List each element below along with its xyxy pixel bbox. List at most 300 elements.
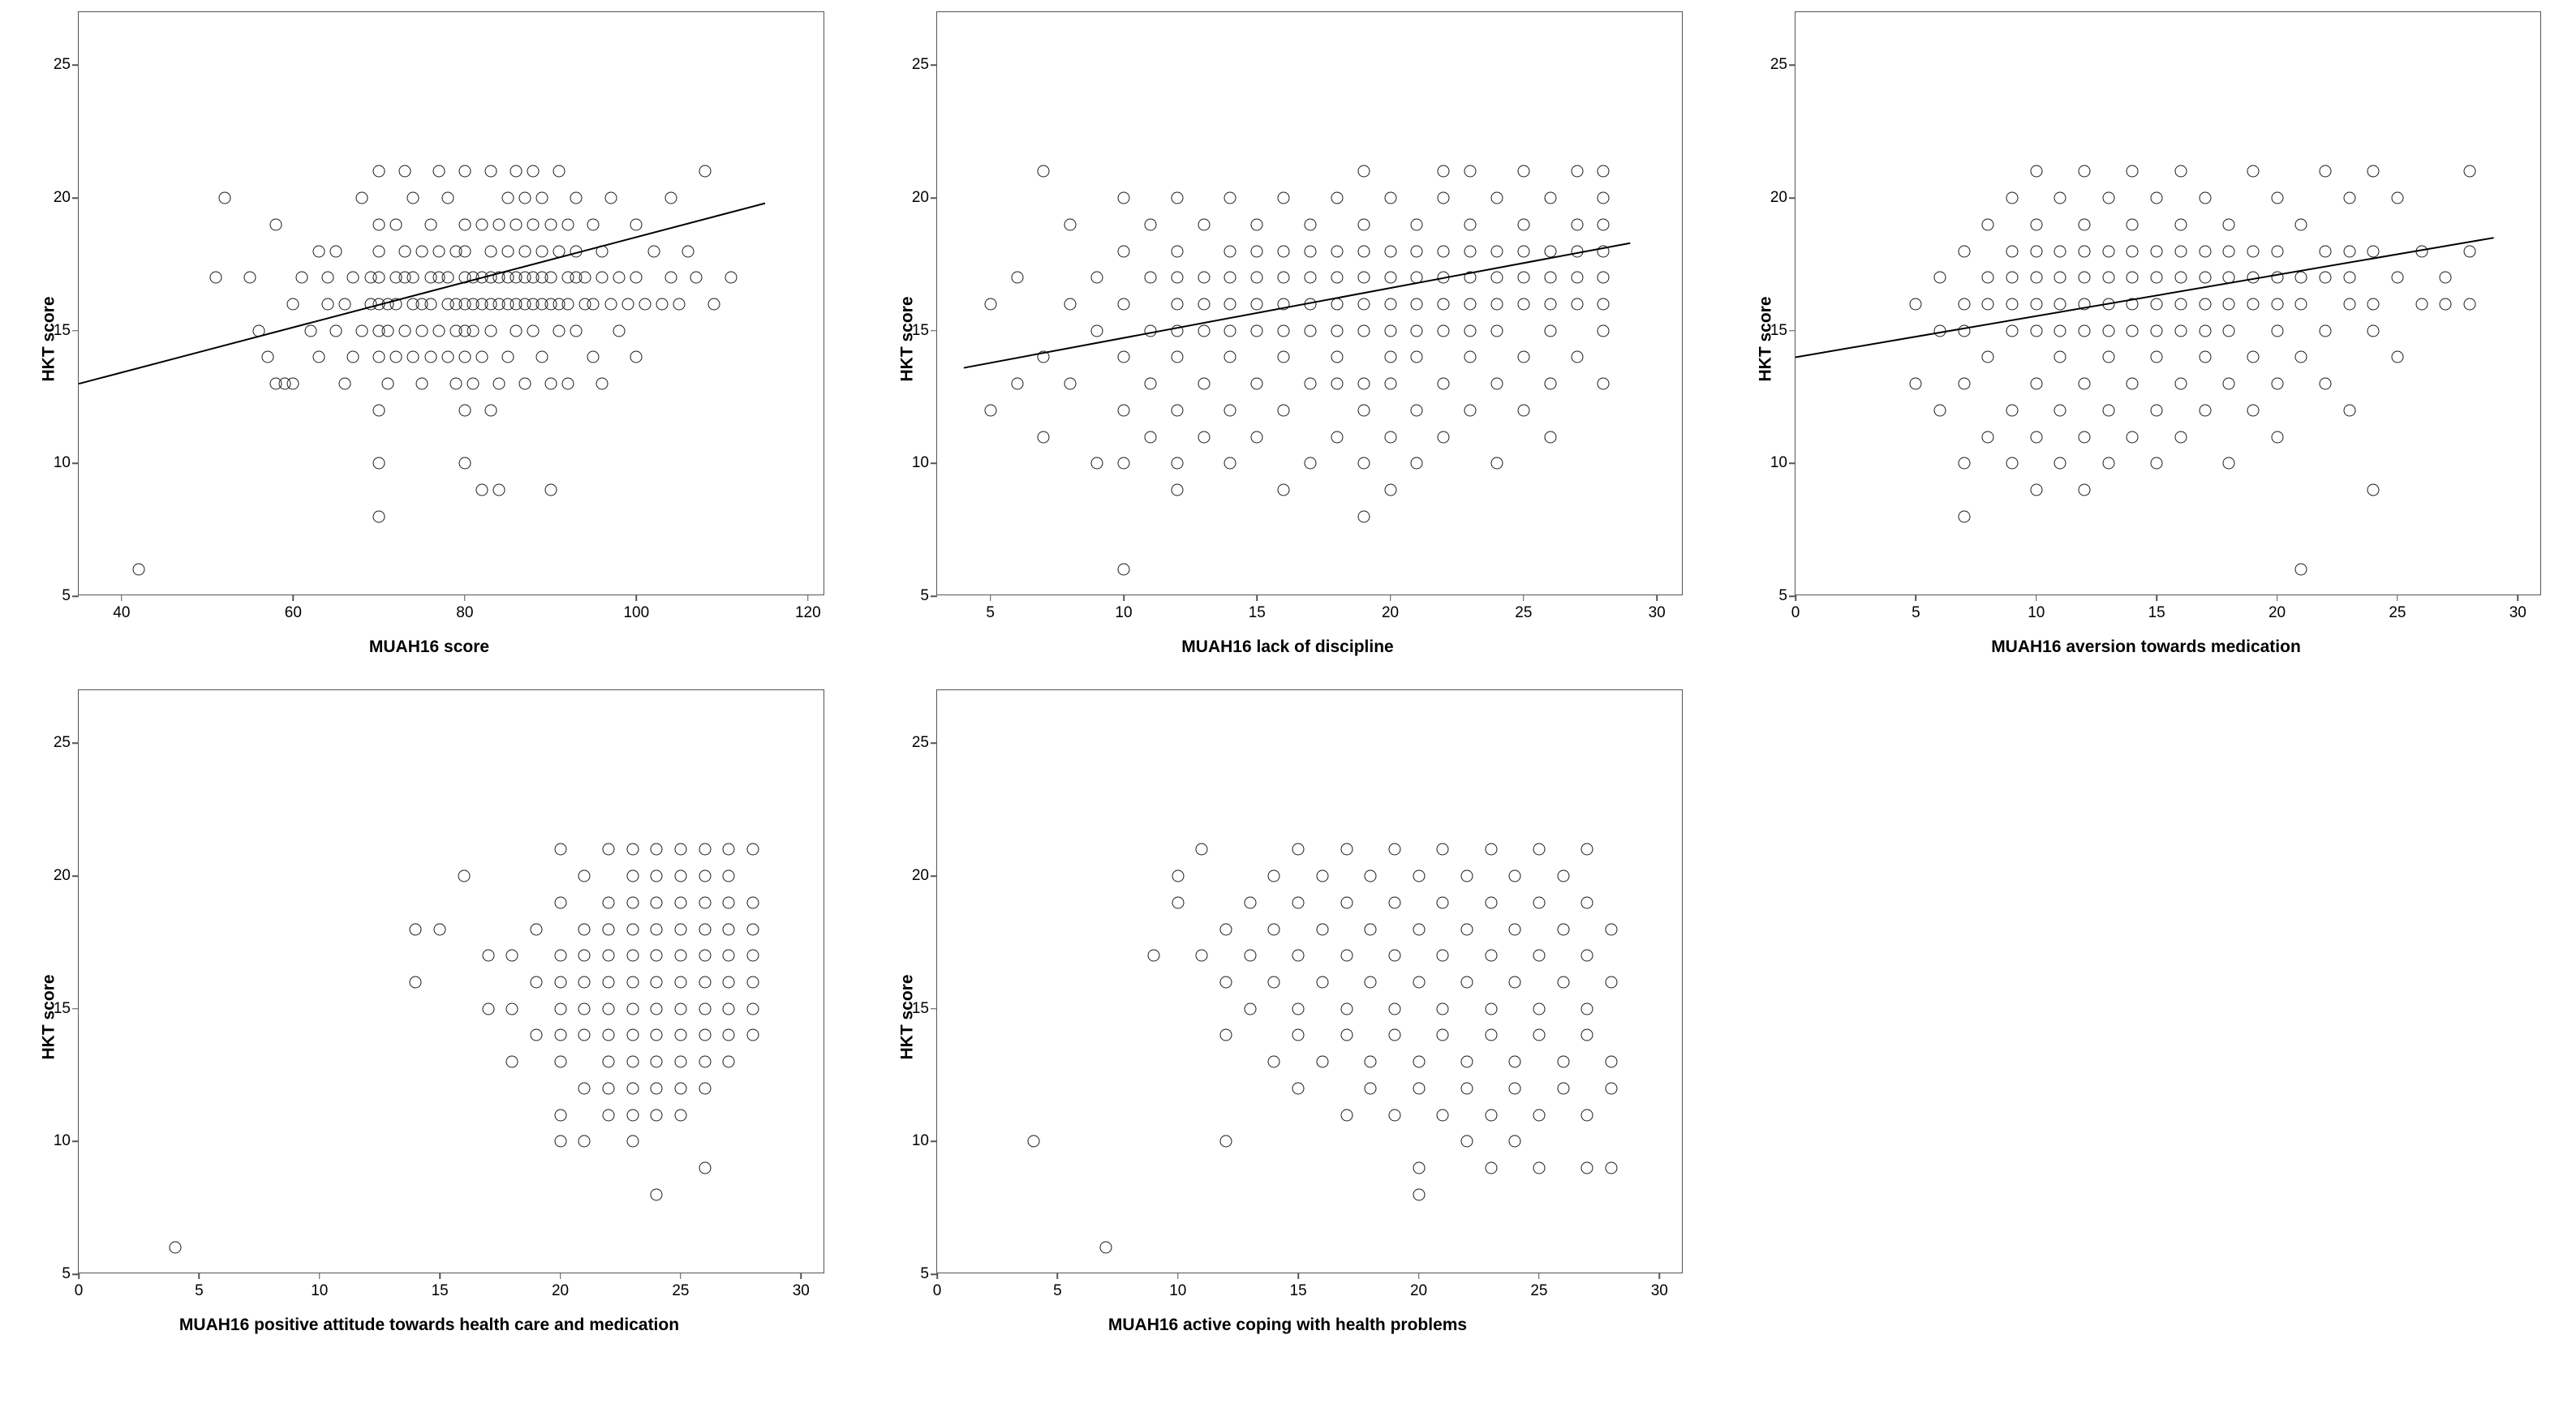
y-tick-label: 25 (1770, 56, 1787, 74)
x-tick-label: 60 (284, 604, 302, 621)
data-point (699, 1056, 711, 1068)
x-tick-label: 0 (1791, 604, 1800, 621)
data-point (699, 1002, 711, 1015)
scatter-panel-5 (858, 678, 1717, 1356)
x-tick-mark (1177, 1273, 1179, 1279)
data-point (1437, 1002, 1449, 1015)
data-point (674, 977, 686, 989)
y-tick-label: 5 (920, 587, 929, 604)
data-point (1460, 923, 1473, 935)
data-point (1413, 870, 1425, 882)
x-axis-label: MUAH16 aversion towards medication (1991, 637, 2301, 656)
data-point (674, 844, 686, 856)
y-tick-label: 5 (62, 1265, 71, 1282)
x-tick-label: 10 (1169, 1282, 1187, 1299)
data-point (1365, 1056, 1377, 1068)
data-point (1533, 950, 1545, 962)
x-tick-label: 20 (551, 1282, 570, 1299)
y-tick-label: 15 (911, 321, 929, 339)
data-point (1292, 1002, 1305, 1015)
data-point (1220, 1135, 1232, 1148)
data-point (1509, 870, 1521, 882)
data-point (651, 844, 663, 856)
data-point (1557, 870, 1569, 882)
data-point (1460, 977, 1473, 989)
y-tick-mark (1789, 197, 1795, 199)
data-point (602, 977, 614, 989)
data-point (1268, 1056, 1280, 1068)
data-point (746, 950, 759, 962)
data-point (626, 923, 639, 935)
data-point (651, 1002, 663, 1015)
data-point (1557, 977, 1569, 989)
scatter-panel-1 (0, 0, 858, 678)
y-tick-mark (1789, 65, 1795, 67)
data-point (1509, 923, 1521, 935)
data-point (674, 923, 686, 935)
data-point (1557, 1082, 1569, 1094)
y-tick-label: 25 (53, 56, 71, 74)
x-tick-mark (1656, 595, 1658, 601)
y-tick-mark (931, 743, 937, 745)
plot-area (53, 689, 824, 1299)
data-point (651, 1082, 663, 1094)
data-point (578, 950, 591, 962)
y-tick-label: 15 (1770, 321, 1787, 339)
y-tick-mark (931, 1141, 937, 1143)
data-point (1196, 950, 1208, 962)
data-point (1509, 1135, 1521, 1148)
data-point (169, 1242, 181, 1254)
data-point (554, 1029, 566, 1041)
y-tick-label: 10 (911, 454, 929, 472)
x-axis-label: MUAH16 score (368, 637, 490, 656)
y-tick-label: 20 (911, 867, 929, 885)
data-point (602, 1056, 614, 1068)
data-point (746, 1029, 759, 1041)
data-point (723, 896, 735, 908)
x-tick-label: 25 (1530, 1282, 1548, 1299)
data-point (1340, 1109, 1353, 1121)
data-point (723, 977, 735, 989)
data-point (626, 1056, 639, 1068)
data-point (1388, 896, 1400, 908)
data-point (1533, 1162, 1545, 1174)
data-point (1413, 923, 1425, 935)
data-point (1340, 844, 1353, 856)
data-point (1099, 1242, 1112, 1254)
data-point (1365, 977, 1377, 989)
data-point (1557, 1056, 1569, 1068)
plot-area (911, 11, 1683, 621)
x-tick-mark (1659, 1273, 1661, 1279)
data-point (674, 896, 686, 908)
y-tick-mark (931, 463, 937, 465)
y-tick-label: 20 (1770, 189, 1787, 207)
data-point (626, 844, 639, 856)
y-axis-label: HKT score (1756, 296, 1775, 382)
data-point (1316, 1056, 1328, 1068)
data-point (554, 1002, 566, 1015)
y-tick-label: 15 (53, 999, 71, 1017)
x-tick-mark (439, 1273, 441, 1279)
data-point (1581, 950, 1593, 962)
x-tick-label: 15 (1248, 604, 1266, 621)
data-point (626, 1109, 639, 1121)
data-point (1316, 870, 1328, 882)
scatter-panel-4 (0, 678, 858, 1356)
data-point (626, 950, 639, 962)
y-tick-mark (72, 463, 79, 465)
y-tick-mark (931, 330, 937, 332)
x-tick-label: 25 (1515, 604, 1533, 621)
x-tick-label: 5 (1912, 604, 1920, 621)
data-point (1316, 977, 1328, 989)
y-tick-label: 25 (911, 56, 929, 74)
data-point (1220, 977, 1232, 989)
x-tick-mark (1057, 1273, 1059, 1279)
data-point (1244, 1002, 1256, 1015)
data-point (1437, 844, 1449, 856)
data-point (554, 1056, 566, 1068)
data-point (1460, 1135, 1473, 1148)
y-tick-mark (1789, 330, 1795, 332)
data-point (699, 896, 711, 908)
data-point (578, 1135, 591, 1148)
data-point (1413, 1162, 1425, 1174)
data-point (1533, 896, 1545, 908)
data-point (1388, 1109, 1400, 1121)
data-point (626, 870, 639, 882)
data-point (674, 1002, 686, 1015)
x-tick-label: 20 (1381, 604, 1400, 621)
data-point (1340, 1002, 1353, 1015)
x-tick-mark (680, 1273, 682, 1279)
data-point (626, 1135, 639, 1148)
x-tick-mark (2277, 595, 2278, 601)
data-point (1533, 1109, 1545, 1121)
data-point (1292, 950, 1305, 962)
data-point (1509, 1056, 1521, 1068)
x-tick-mark (1538, 1273, 1540, 1279)
x-tick-mark (2156, 595, 2157, 601)
data-point (1437, 896, 1449, 908)
y-tick-mark (72, 197, 79, 199)
data-point (699, 844, 711, 856)
data-point (626, 1082, 639, 1094)
data-point (699, 950, 711, 962)
data-point (1172, 896, 1184, 908)
y-tick-label: 5 (1778, 587, 1787, 604)
data-point (674, 1082, 686, 1094)
x-tick-mark (801, 1273, 802, 1279)
data-point (1268, 870, 1280, 882)
data-point (723, 923, 735, 935)
data-point (674, 1109, 686, 1121)
data-point (1605, 923, 1617, 935)
y-tick-label: 15 (53, 321, 71, 339)
x-tick-mark (1390, 595, 1391, 601)
data-point (554, 1135, 566, 1148)
y-tick-mark (72, 330, 79, 332)
x-tick-label: 5 (1053, 1282, 1062, 1299)
data-point (602, 896, 614, 908)
data-point (506, 1002, 518, 1015)
x-tick-mark (2518, 595, 2519, 601)
data-point (651, 1056, 663, 1068)
data-point (554, 950, 566, 962)
x-tick-label: 120 (794, 604, 821, 621)
data-point (1460, 1056, 1473, 1068)
data-point (746, 844, 759, 856)
y-tick-label: 10 (53, 1132, 71, 1150)
trend-line (79, 12, 824, 595)
data-point (674, 950, 686, 962)
data-point (1557, 923, 1569, 935)
data-point (1485, 1002, 1497, 1015)
y-tick-mark (931, 595, 937, 597)
y-axis-label: HKT score (39, 296, 58, 382)
x-tick-label: 15 (431, 1282, 449, 1299)
x-tick-mark (1916, 595, 1917, 601)
data-point (602, 1002, 614, 1015)
data-point (699, 977, 711, 989)
data-point (651, 923, 663, 935)
data-point (602, 950, 614, 962)
x-tick-mark (807, 595, 809, 601)
data-point (651, 1188, 663, 1200)
data-point (1172, 870, 1184, 882)
data-point (723, 1029, 735, 1041)
data-point (674, 1056, 686, 1068)
data-point (723, 950, 735, 962)
data-point (1292, 1029, 1305, 1041)
x-tick-label: 5 (195, 1282, 204, 1299)
x-tick-label: 20 (2268, 604, 2286, 621)
data-point (482, 950, 494, 962)
data-point (626, 896, 639, 908)
data-point (1388, 844, 1400, 856)
data-point (1509, 1082, 1521, 1094)
data-point (1388, 1002, 1400, 1015)
y-tick-mark (1789, 463, 1795, 465)
data-point (1533, 1002, 1545, 1015)
y-tick-mark (931, 197, 937, 199)
data-point (410, 923, 422, 935)
data-point (1437, 1029, 1449, 1041)
data-point (554, 1109, 566, 1121)
data-point (651, 977, 663, 989)
x-axis-label: MUAH16 lack of discipline (1181, 637, 1394, 656)
x-tick-mark (293, 595, 295, 601)
data-point (554, 896, 566, 908)
data-point (651, 870, 663, 882)
data-point (674, 870, 686, 882)
data-point (1340, 1029, 1353, 1041)
data-point (1268, 923, 1280, 935)
data-point (1485, 896, 1497, 908)
y-axis-label: HKT score (39, 974, 58, 1060)
data-point (530, 923, 542, 935)
data-point (723, 1056, 735, 1068)
data-point (1581, 1029, 1593, 1041)
data-point (1316, 923, 1328, 935)
data-point (1027, 1135, 1039, 1148)
y-tick-mark (72, 875, 79, 877)
data-point (1581, 1002, 1593, 1015)
data-point (1292, 1082, 1305, 1094)
data-point (458, 870, 470, 882)
trend-line (937, 12, 1682, 595)
y-tick-mark (72, 595, 79, 597)
x-tick-mark (121, 595, 123, 601)
data-point (626, 1002, 639, 1015)
x-tick-mark (990, 595, 991, 601)
data-point (1533, 844, 1545, 856)
data-point (1485, 1029, 1497, 1041)
x-tick-label: 0 (932, 1282, 942, 1299)
data-point (1581, 1162, 1593, 1174)
x-tick-label: 30 (1650, 1282, 1668, 1299)
data-point (1605, 1162, 1617, 1174)
data-point (626, 1029, 639, 1041)
y-tick-label: 5 (62, 587, 71, 604)
data-point (1244, 896, 1256, 908)
x-tick-mark (78, 1273, 80, 1279)
x-tick-label: 10 (1115, 604, 1133, 621)
data-point (746, 977, 759, 989)
x-tick-label: 30 (792, 1282, 810, 1299)
data-point (699, 1029, 711, 1041)
data-point (699, 1162, 711, 1174)
y-tick-label: 20 (53, 867, 71, 885)
y-axis-label: HKT score (897, 974, 917, 1060)
data-point (1460, 870, 1473, 882)
x-tick-label: 5 (986, 604, 995, 621)
y-tick-label: 25 (53, 734, 71, 752)
data-point (1388, 950, 1400, 962)
y-axis-label: HKT score (897, 296, 917, 382)
data-point (1148, 950, 1160, 962)
data-point (530, 977, 542, 989)
y-tick-mark (72, 1008, 79, 1010)
data-point (1533, 1029, 1545, 1041)
x-tick-mark (464, 595, 466, 601)
x-tick-mark (636, 595, 638, 601)
data-point (651, 1029, 663, 1041)
data-point (1196, 844, 1208, 856)
y-tick-label: 25 (911, 734, 929, 752)
data-point (1581, 1109, 1593, 1121)
x-tick-mark (319, 1273, 320, 1279)
data-point (578, 923, 591, 935)
data-point (699, 923, 711, 935)
data-point (1485, 1162, 1497, 1174)
y-tick-mark (931, 1008, 937, 1010)
y-tick-label: 5 (920, 1265, 929, 1282)
data-point (746, 923, 759, 935)
x-tick-label: 10 (311, 1282, 329, 1299)
data-point (626, 977, 639, 989)
plot-area (1770, 11, 2541, 621)
y-tick-mark (931, 65, 937, 67)
x-tick-mark (1795, 595, 1796, 601)
data-point (1413, 1056, 1425, 1068)
data-point (1413, 1188, 1425, 1200)
x-tick-label: 80 (456, 604, 474, 621)
x-tick-label: 30 (2509, 604, 2527, 621)
data-point (651, 950, 663, 962)
data-point (578, 1002, 591, 1015)
data-point (1437, 950, 1449, 962)
data-point (1437, 1109, 1449, 1121)
data-point (1268, 977, 1280, 989)
x-tick-mark (2397, 595, 2398, 601)
x-tick-mark (2036, 595, 2037, 601)
y-tick-label: 20 (911, 189, 929, 207)
y-tick-mark (72, 65, 79, 67)
data-point (1292, 896, 1305, 908)
data-point (1388, 1029, 1400, 1041)
data-point (578, 870, 591, 882)
data-point (1365, 870, 1377, 882)
x-tick-label: 30 (1648, 604, 1666, 621)
data-point (578, 977, 591, 989)
data-point (1509, 977, 1521, 989)
x-tick-label: 25 (672, 1282, 690, 1299)
scatter-panel-3 (1717, 0, 2575, 678)
data-point (1413, 1082, 1425, 1094)
x-axis-label: MUAH16 positive attitude towards health care and medication (178, 1316, 680, 1334)
y-tick-mark (931, 875, 937, 877)
data-point (699, 1082, 711, 1094)
x-tick-mark (1418, 1273, 1420, 1279)
y-tick-label: 10 (911, 1132, 929, 1150)
data-point (578, 1082, 591, 1094)
data-point (699, 870, 711, 882)
data-point (1581, 896, 1593, 908)
y-tick-label: 10 (1770, 454, 1787, 472)
data-point (554, 844, 566, 856)
data-point (1460, 1082, 1473, 1094)
y-tick-label: 10 (53, 454, 71, 472)
x-tick-mark (199, 1273, 200, 1279)
x-tick-mark (1123, 595, 1125, 601)
data-point (651, 1109, 663, 1121)
data-point (506, 950, 518, 962)
data-point (506, 1056, 518, 1068)
data-point (723, 870, 735, 882)
data-point (482, 1002, 494, 1015)
data-point (1485, 844, 1497, 856)
x-tick-mark (936, 1273, 938, 1279)
data-point (1605, 1056, 1617, 1068)
x-tick-label: 40 (113, 604, 131, 621)
data-point (578, 1029, 591, 1041)
data-point (723, 1002, 735, 1015)
data-point (602, 1029, 614, 1041)
data-point (602, 1082, 614, 1094)
data-point (554, 977, 566, 989)
plot-area (911, 689, 1683, 1299)
data-point (1292, 844, 1305, 856)
data-point (1340, 896, 1353, 908)
scatter-panel-2 (858, 0, 1717, 678)
data-point (1605, 977, 1617, 989)
data-point (674, 1029, 686, 1041)
data-point (746, 896, 759, 908)
data-point (1605, 1082, 1617, 1094)
